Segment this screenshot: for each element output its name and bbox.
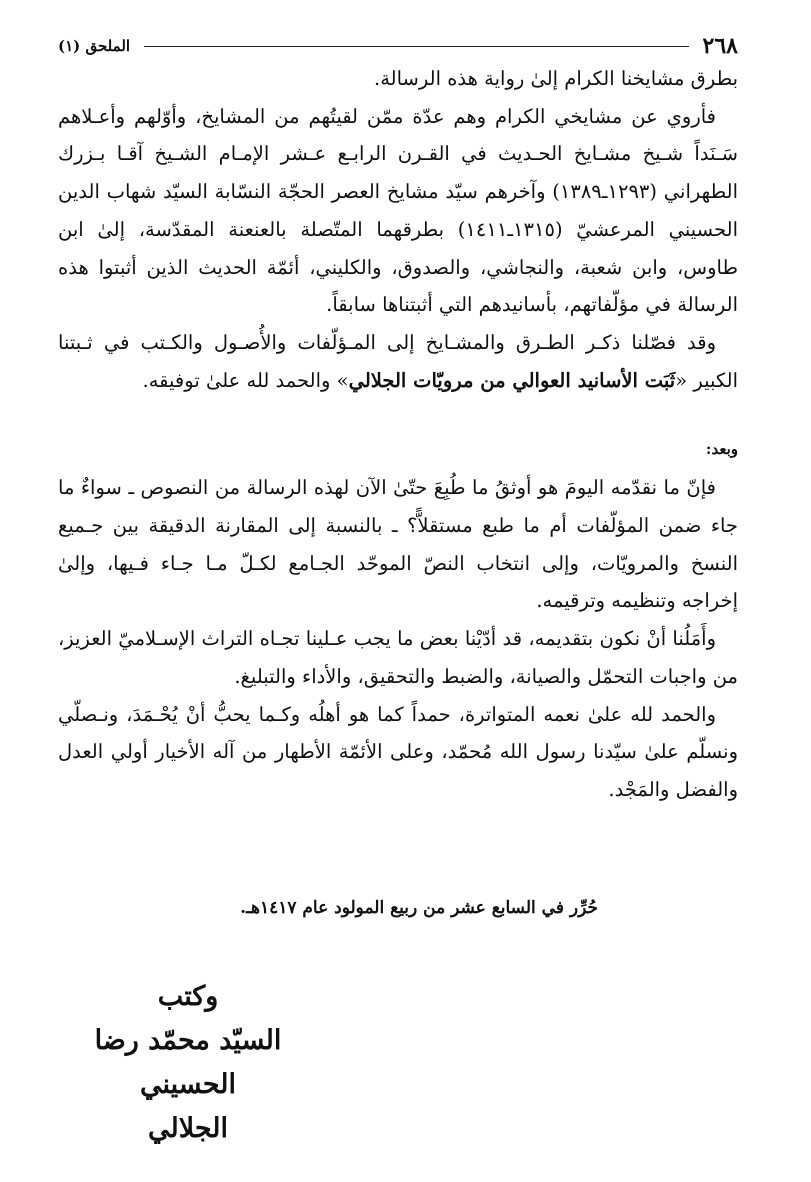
signature-block bbox=[58, 975, 318, 1151]
paragraph-6: والحمد لله علىٰ نعمه المتواترة، حمداً كما هو أهلُه وكـما يحبُّ أنْ يُحْـمَدَ، ونـصلّي ونسلّم علىٰ سيّدنا رسول الله مُحمّد، وعلى الأئمّة الأطهار من آله الأخيار أولي العدل والفضل والمَجْد. bbox=[58, 702, 738, 801]
paragraph-5: وأَمَلُنا أنْ نكون بتقديمه، قد أدّيْنا بعض ما يجب عـلينا تجـاه التراث الإسـلاميّ العزيز، من واجبات التحمّل والصيانة، والضبط والتحقيق، والأداء والتبليغ. bbox=[58, 627, 738, 688]
page-header bbox=[58, 28, 738, 64]
signature-line-1: وكتب bbox=[157, 981, 219, 1012]
header-rule bbox=[144, 46, 688, 47]
paragraph-4: فإنّ ما نقدّمه اليومَ هو أوثقُ ما طُبِعَ حتّىٰ الآن لهذه الرسالة من النصوص ـ سواءٌ ما جاء ضمن المؤلّفات أم ما طبع مستقلاًّ؟ ـ بالنسبة إلى المقارنة الدقيقة بين جـميع النسخ والمرويّات، وإلى انتخاب النصّ الموحّد الجـامع لكـلّ مـا جـاء فـيها، وإلىٰ إخراجه وتنظيمه وترقيمه. bbox=[58, 476, 738, 613]
section-spacer bbox=[58, 399, 738, 429]
date-line: حُرِّر في السابع عشر من ربيع المولود عام ١٤١٧هـ. bbox=[240, 898, 598, 918]
paragraph-2: فأروي عن مشايخي الكرام وهم عدّة ممّن لقيتُهم من المشايخ، وأوّلهم وأعـلاهم سَـنَداً شـيخ مشـايخ الحـديث في القـرن الرابـع عـشر الإمـام الشـيخ آقـا بـزرك الطهراني (١٢٩٣ـ١٣٨٩) وآخرهم سيّد مشايخ العصر الحجّة النسّابة السيّد شهاب الدين الحسيني المرعشيّ (١٣١٥ـ١٤١١) بطرقهما المتّصلة بالعنعنة المقدّسة، إلىٰ ابن طاوس، وابن شعبة، والنجاشي، والصدوق، والكليني، أئمّة الحديث الذين أثبتوا هذه الرسالة في مؤلّفاتهم، بأسانيدهم التي أثبتناها سابقاً. bbox=[58, 104, 739, 317]
signature-line-3: الجلالي bbox=[148, 1113, 228, 1144]
body-text bbox=[58, 60, 738, 809]
paragraph-1: بطرق مشايخنا الكرام إلىٰ رواية هذه الرسالة. bbox=[374, 67, 738, 90]
page-number: ٢٦٨ bbox=[702, 33, 738, 59]
book-title: ثَبَت الأسانيد العوالي من مرويّات الجلالي bbox=[348, 368, 676, 392]
paragraph-3-end: » والحمد لله علىٰ توفيقه. bbox=[142, 368, 349, 392]
section-heading: وبعد: bbox=[705, 440, 738, 459]
signature-line-2: السيّد محمّد رضا الحسيني bbox=[94, 1025, 282, 1100]
paragraph-3-start: وقد فصّلنا ذكـر الطـرق والمشـايخ إلى المـؤلّفات والأُصـول والكـتب في ثـبتنا الكبير « bbox=[58, 330, 738, 392]
running-title: الملحق (١) bbox=[58, 37, 131, 55]
paragraph-3 bbox=[58, 324, 738, 399]
